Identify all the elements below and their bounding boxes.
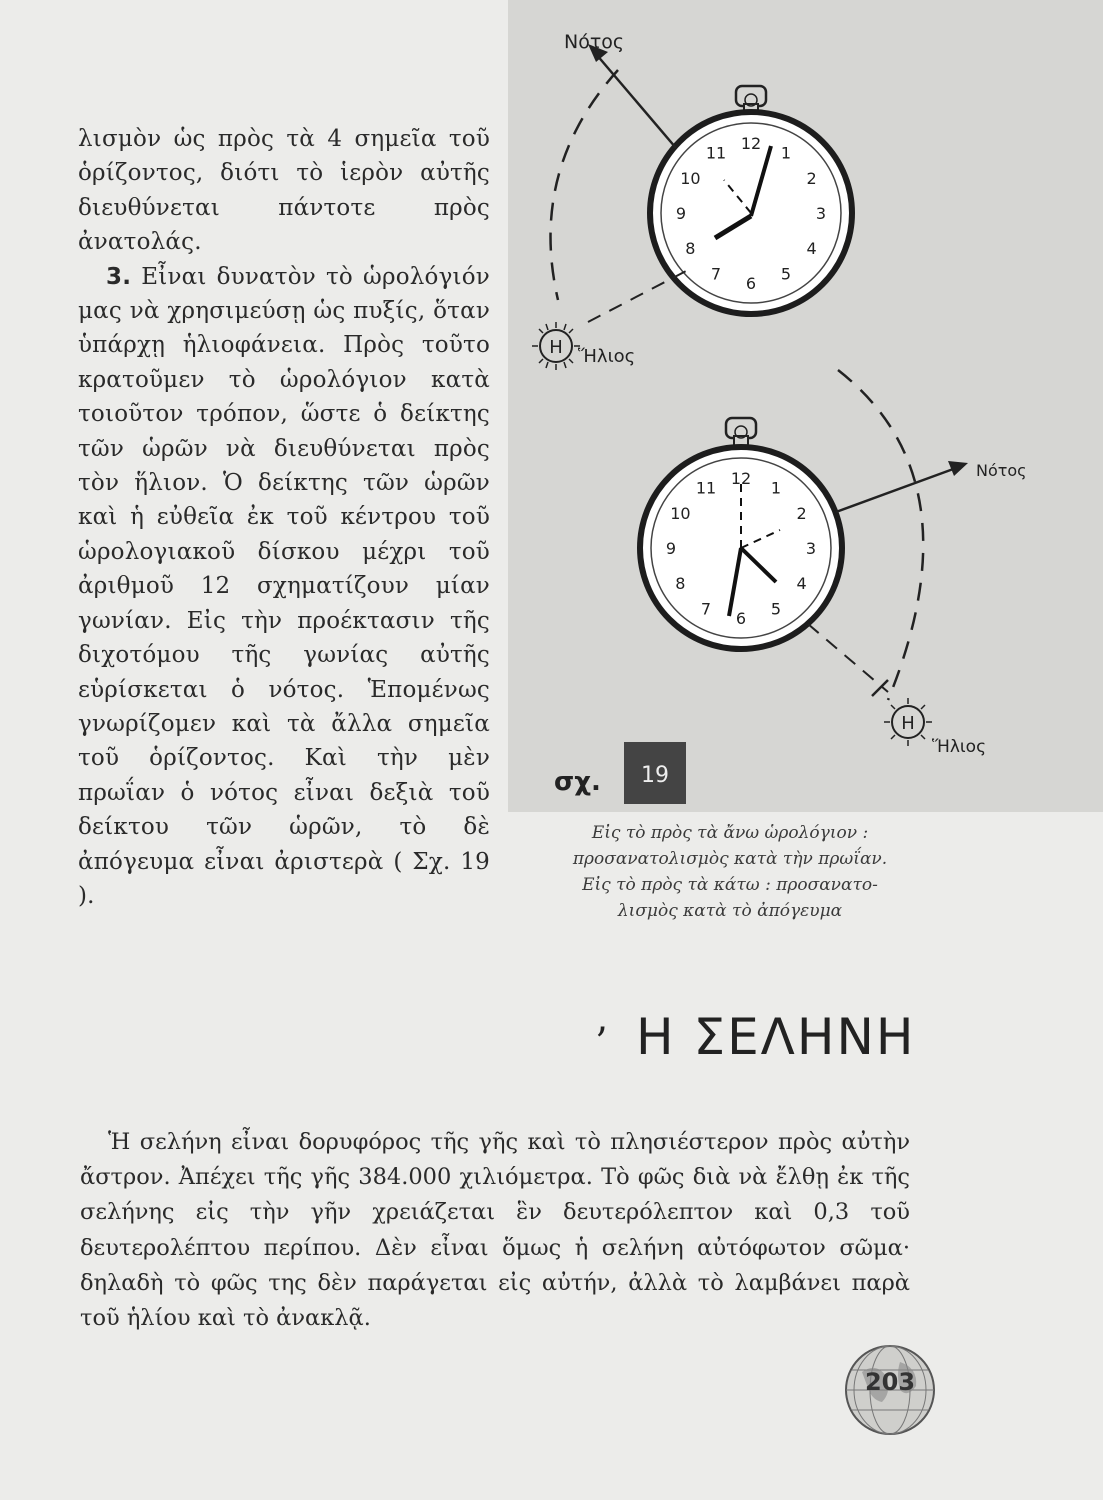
clock-numeral-6: 6 xyxy=(735,609,747,628)
bottom-south-label: Νότος xyxy=(976,461,1027,480)
clock-numeral-10: 10 xyxy=(670,504,691,523)
clock-numeral-5: 5 xyxy=(770,599,782,619)
section-title: Η ΣΕΛΗΝΗ xyxy=(636,1008,916,1066)
bottom-dashed-arc xyxy=(838,370,923,700)
clock-numeral-7: 7 xyxy=(710,264,722,284)
left-column-text xyxy=(78,122,490,913)
top-south-line xyxy=(596,54,676,148)
bottom-south-line xyxy=(836,468,956,512)
bottom-sun-dashed-line xyxy=(808,624,888,692)
clock-numeral-2: 2 xyxy=(806,169,817,188)
clock-numeral-6: 6 xyxy=(745,274,757,293)
caption-line-3: Εἰς τὸ πρὸς τὰ κάτω : προσανατο- xyxy=(582,875,878,895)
clock-numeral-4: 4 xyxy=(806,239,817,258)
paragraph-continued: λισμὸν ὡς πρὸς τὰ 4 σημεῖα τοῦ ὁρίζοντος, διότι τὸ ἱερὸν αὐτῆς διευθύνεται πάντοτε πρὸς ἀνατολάς. xyxy=(78,126,490,256)
bottom-south-arrowhead xyxy=(948,461,968,476)
caption-line-1: Εἰς τὸ πρὸς τὰ ἄνω ὡρολόγιον : xyxy=(591,823,869,843)
clock-numeral-7: 7 xyxy=(700,599,712,619)
clock-numeral-1: 1 xyxy=(780,143,792,163)
bottom-watch-crown xyxy=(726,418,756,448)
item-number: 3. xyxy=(106,263,132,290)
top-sun-symbol: Η xyxy=(549,337,563,358)
clock-numeral-12: 12 xyxy=(730,469,752,488)
clock-numeral-2: 2 xyxy=(796,504,807,523)
top-south-label: Νότος xyxy=(564,31,625,53)
bottom-tick-mark xyxy=(872,680,888,696)
caption-line-2: προσανατολισμὸς κατὰ τὴν πρωΐαν. xyxy=(572,849,888,869)
bottom-sun-symbol: Η xyxy=(901,713,915,734)
figure-illustration xyxy=(508,0,1103,812)
clock-numeral-8: 8 xyxy=(685,239,696,258)
clock-numeral-12: 12 xyxy=(740,134,762,153)
clock-numeral-1: 1 xyxy=(770,478,782,498)
paragraph-compass-text: Εἶναι δυνατὸν τὸ ὡρολόγιόν μας νὰ χρησιμεύσῃ ὡς πυξίς, ὅταν ὑπάρχῃ ἡλιοφάνεια. Πρὸς τοῦτο κρατοῦμεν τὸ ὡρολόγιον κατὰ τοιοῦτον τρόπον, ὥστε ὁ δείκτης τῶν ὡρῶν νὰ διευθύνεται πρὸς τὸν ἥλιον. Ὁ δείκτης τῶν ὡρῶν καὶ ἡ εὐθεῖα ἐκ τοῦ κέντρου τοῦ ὡρολογιακοῦ δίσκου μέχρι τοῦ ἀριθμοῦ 12 σχηματίζουν μίαν γωνίαν. Εἰς τὴν προέκτασιν τῆς διχοτόμου τῆς γωνίας αὐτῆς εὑρίσκεται ὁ νότος. Ἑπομένως γνωρίζομεν καὶ τὰ ἄλλα σημεῖα τοῦ ὁρίζοντος. Καὶ τὴν μὲν πρωΐαν ὁ νότος εἶναι δεξιὰ τοῦ δείκτου τῶν ὡρῶν, τὸ δὲ ἀπόγευμα εἶναι ἀριστερὰ ( Σχ. 19 ). xyxy=(78,263,490,909)
heading-accent-mark: ’ xyxy=(595,1020,608,1066)
page-number-globe xyxy=(842,1342,938,1438)
figure-19 xyxy=(508,0,1103,812)
page-number: 203 xyxy=(864,1368,916,1396)
clock-numeral-8: 8 xyxy=(675,574,686,593)
clock-numeral-3: 3 xyxy=(805,539,817,558)
paragraph-compass xyxy=(78,260,490,914)
figure-caption xyxy=(540,820,920,924)
caption-line-4: λισμὸς κατὰ τὸ ἀπόγευμα xyxy=(617,901,843,921)
moon-paragraph-text: Ἡ σελήνη εἶναι δορυφόρος τῆς γῆς καὶ τὸ πλησιέστερον πρὸς αὐτὴν ἄστρον. Ἀπέχει τῆς γῆς 384.000 χιλιόμετρα. Τὸ φῶς διὰ νὰ ἔλθῃ ἐκ τῆς σελήνης εἰς τὴν γῆν χρειάζεται ἓν δευτερόλεπτον καὶ 0,3 τοῦ δευτερολέπτου περίπου. Δὲν εἶναι ὅμως ἡ σελήνη αὐτόφωτον σῶμα· δηλαδὴ τὸ φῶς της δὲν παράγεται εἰς αὐτήν, ἀλλὰ τὸ λαμβάνει παρὰ τοῦ ἡλίου καὶ τὸ ἀνακλᾷ. xyxy=(80,1129,910,1332)
clock-numeral-5: 5 xyxy=(780,264,792,284)
clock-numeral-9: 9 xyxy=(675,204,687,223)
bottom-sun-label: Ἥλιος xyxy=(932,737,987,757)
clock-numeral-11: 11 xyxy=(695,478,717,498)
clock-numeral-9: 9 xyxy=(665,539,677,558)
figure-prefix: σχ. xyxy=(554,767,601,797)
moon-paragraph xyxy=(80,1125,910,1336)
clock-numeral-11: 11 xyxy=(705,143,727,163)
top-dashed-arc xyxy=(551,70,619,300)
figure-number: 19 xyxy=(641,763,669,788)
bottom-sun-icon xyxy=(884,698,932,746)
top-sun-icon xyxy=(532,322,580,370)
top-sun-label: Ἥλιος xyxy=(578,346,636,367)
clock-numeral-10: 10 xyxy=(680,169,701,188)
clock-numeral-3: 3 xyxy=(815,204,827,223)
clock-numeral-4: 4 xyxy=(796,574,807,593)
